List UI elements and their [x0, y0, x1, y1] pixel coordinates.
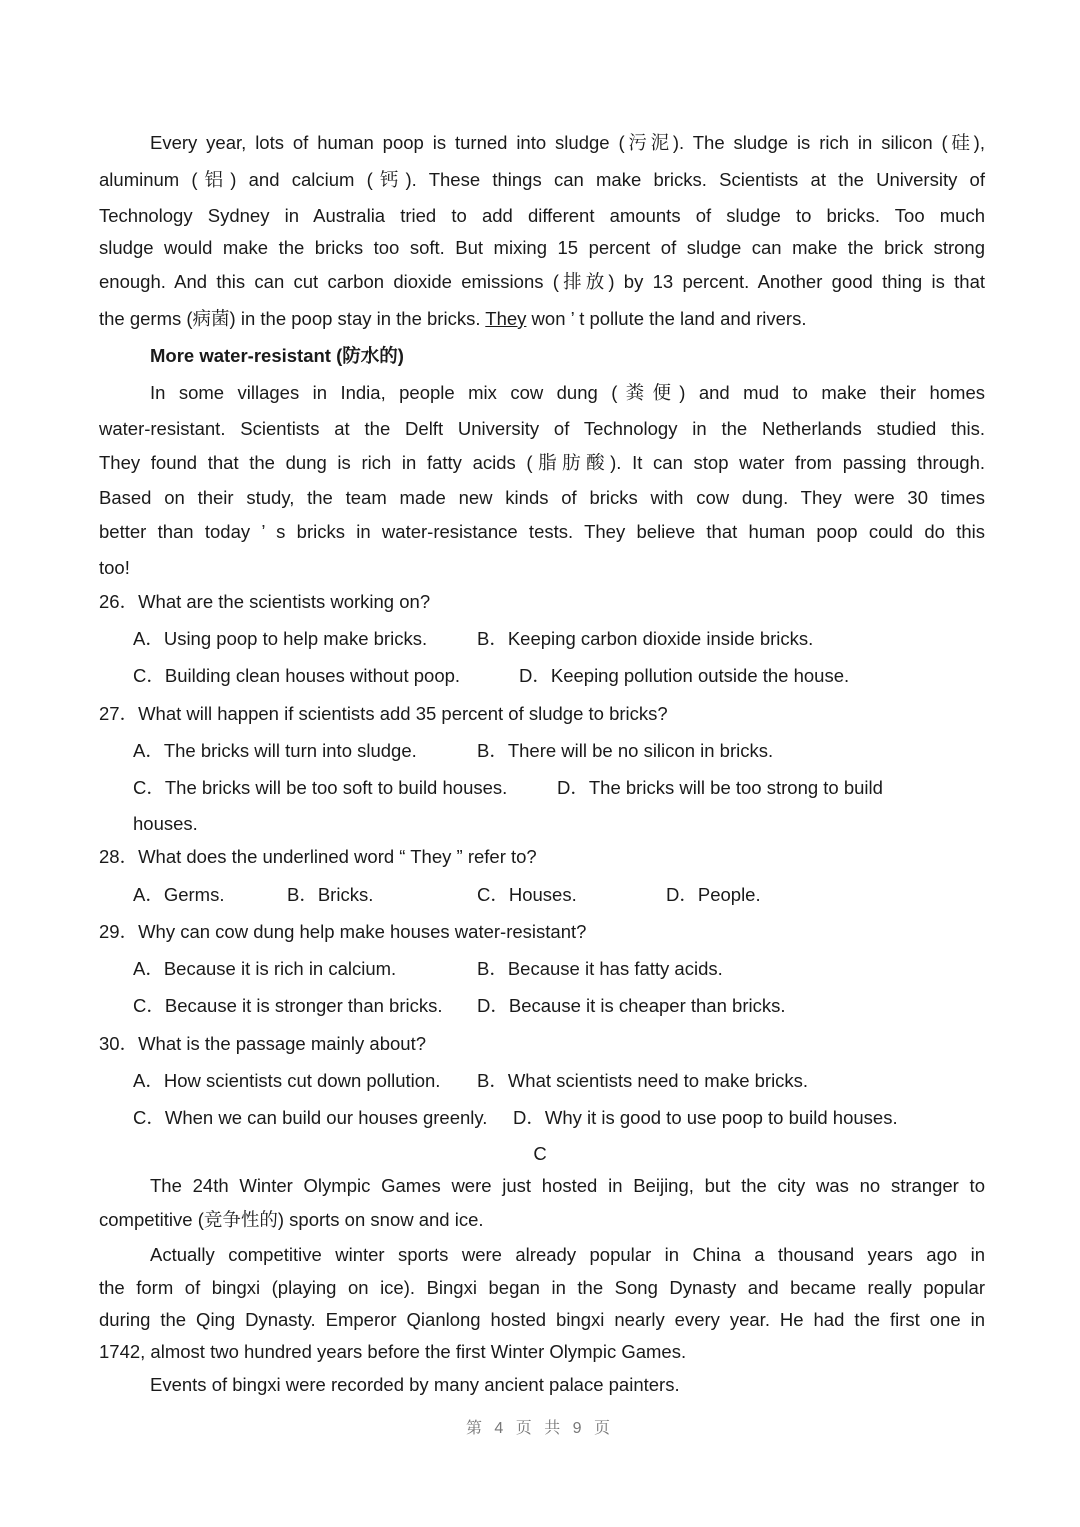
- option-d: D．Because it is cheaper than bricks.: [477, 995, 786, 1016]
- section-heading: More water-resistant (防水的): [150, 345, 404, 366]
- paragraph-line: aluminum (铝) and calcium (钙). These things can make bricks. Scientists at the University of: [99, 169, 985, 190]
- paragraph-line: Technology Sydney in Australia tried to add different amounts of sludge to bricks. Too much: [99, 205, 985, 226]
- paragraph-line: sludge would make the bricks too soft. But mixing 15 percent of sludge can make the brick strong: [99, 237, 985, 258]
- paragraph-line: 1742, almost two hundred years before the first Winter Olympic Games.: [99, 1341, 687, 1362]
- option-b: B．What scientists need to make bricks.: [477, 1070, 809, 1091]
- paragraph-line: In some villages in India, people mix cow dung (粪便) and mud to make their homes: [150, 382, 985, 403]
- option-a: A．Using poop to help make bricks.: [133, 628, 428, 649]
- paragraph-line: The 24th Winter Olympic Games were just hosted in Beijing, but the city was no stranger to: [150, 1175, 985, 1196]
- paragraph-line: competitive (竞争性的) sports on snow and ice.: [99, 1209, 484, 1230]
- paragraph-line: [99, 307, 985, 331]
- paragraph-line: water-resistant. Scientists at the Delft University of Technology in the Netherlands studied this.: [99, 418, 985, 439]
- question-stem: 28．What does the underlined word “ They ” refer to?: [99, 846, 537, 867]
- question-stem: 26．What are the scientists working on?: [99, 591, 431, 612]
- paragraph-line: better than today ’ s bricks in water-resistance tests. They believe that human poop could do this: [99, 521, 985, 542]
- option-c: C．Because it is stronger than bricks.: [133, 995, 443, 1016]
- option-c: C．When we can build our houses greenly.: [133, 1107, 488, 1128]
- option-a: A．Germs.: [133, 884, 225, 905]
- paragraph-line: Based on their study, the team made new kinds of bricks with cow dung. They were 30 times: [99, 487, 985, 508]
- option-c: C．The bricks will be too soft to build houses.: [133, 777, 508, 798]
- option-b: B．Keeping carbon dioxide inside bricks.: [477, 628, 814, 649]
- option-b: B．Because it has fatty acids.: [477, 958, 723, 979]
- option-d: D．Why it is good to use poop to build houses.: [513, 1107, 898, 1128]
- paragraph-line: They found that the dung is rich in fatty acids (脂肪酸). It can stop water from passing through.: [99, 452, 985, 473]
- underlined-word: They: [485, 308, 527, 329]
- question-stem: 30．What is the passage mainly about?: [99, 1033, 427, 1054]
- paragraph-line: enough. And this can cut carbon dioxide emissions (排放) by 13 percent. Another good thing is that: [99, 271, 985, 292]
- paragraph-line: during the Qing Dynasty. Emperor Qianlong hosted bingxi nearly every year. He had the first one in: [99, 1309, 985, 1330]
- paragraph-line: too!: [99, 557, 130, 578]
- option-c: C．Building clean houses without poop.: [133, 665, 461, 686]
- section-label: C: [533, 1143, 547, 1164]
- question-stem: 29．Why can cow dung help make houses water-resistant?: [99, 921, 587, 942]
- paragraph-line: Every year, lots of human poop is turned into sludge (污泥). The sludge is rich in silicon (硅),: [150, 132, 985, 153]
- option-a: A．How scientists cut down pollution.: [133, 1070, 441, 1091]
- option-d: D．The bricks will be too strong to build houses.: [133, 777, 883, 834]
- option-b: B．Bricks.: [287, 884, 374, 905]
- option-d: D．Keeping pollution outside the house.: [519, 665, 850, 686]
- option-d: D．People.: [666, 884, 761, 905]
- text: the germs (病菌) in the poop stay in the bricks.: [99, 308, 486, 329]
- option-a: A．The bricks will turn into sludge.: [133, 740, 417, 761]
- option-a: A．Because it is rich in calcium.: [133, 958, 397, 979]
- option-c: C．Houses.: [477, 884, 577, 905]
- option-b: B．There will be no silicon in bricks.: [477, 740, 774, 761]
- question-stem: 27．What will happen if scientists add 35 percent of sludge to bricks?: [99, 703, 668, 724]
- paragraph-line: Events of bingxi were recorded by many ancient palace painters.: [150, 1374, 680, 1395]
- text: won ’ t pollute the land and rivers.: [526, 308, 807, 329]
- paragraph-line: the form of bingxi (playing on ice). Bingxi began in the Song Dynasty and became really popular: [99, 1277, 985, 1298]
- paragraph-line: Actually competitive winter sports were already popular in China a thousand years ago in: [150, 1244, 985, 1265]
- page-footer: 第 4 页 共 9 页: [465, 1420, 615, 1437]
